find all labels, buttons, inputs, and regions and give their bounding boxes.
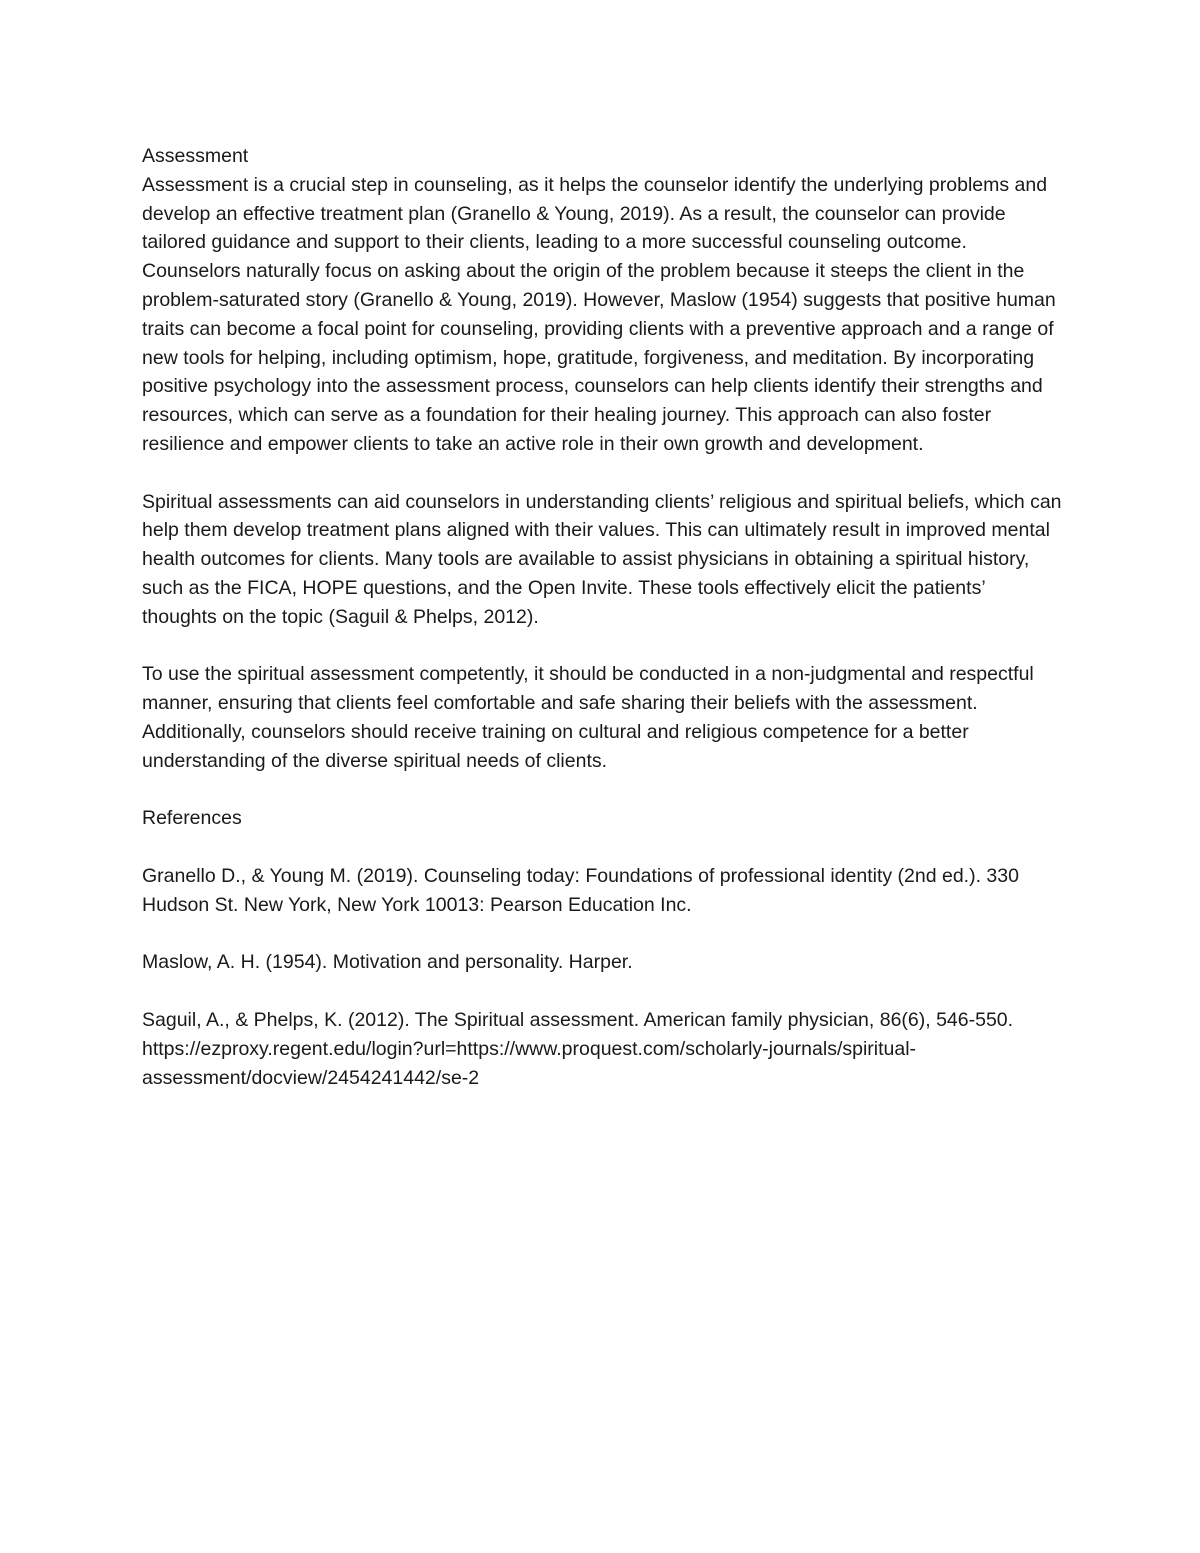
- reference-maslow: Maslow, A. H. (1954). Motivation and personality. Harper.: [142, 951, 633, 974]
- paragraph-competent-use: To use the spiritual assessment competently, it should be conducted in a non-judgmental and respectful manner, ensuring that clients feel comfortable and safe sharing their beliefs with the assessment. Additionally, counselors should receive training on cultural and religious competence for a better understanding of the diverse spiritual needs of clients.: [142, 663, 1034, 772]
- reference-granello-young: Granello D., & Young M. (2019). Counseling today: Foundations of professional identity (2nd ed.). 330 Hudson St. New York, New York 10013: Pearson Education Inc.: [142, 864, 1019, 916]
- reference-saguil-phelps: Saguil, A., & Phelps, K. (2012). The Spiritual assessment. American family physician, 86(6), 546-550. https://ezproxy.regent.edu/login?url=https://www.proquest.com/scholarly-journals/spiritual-assessment/docview/2454241442/se-2: [142, 1008, 1014, 1089]
- document-body: [142, 142, 1062, 1121]
- references-heading: References: [142, 807, 242, 830]
- paragraph-assessment-intro: Assessment is a crucial step in counseling, as it helps the counselor identify the underlying problems and develop an effective treatment plan (Granello & Young, 2019). As a result, the counselor can provide tailored guidance and support to their clients, leading to a more successful counseling outcome. Counselors naturally focus on asking about the origin of the problem because it steeps the client in the problem-saturated story (Granello & Young, 2019). However, Maslow (1954) suggests that positive human traits can become a focal point for counseling, providing clients with a preventive approach and a range of new tools for helping, including optimism, hope, gratitude, forgiveness, and meditation. By incorporating positive psychology into the assessment process, counselors can help clients identify their strengths and resources, which can serve as a foundation for their healing journey. This approach can also foster resilience and empower clients to take an active role in their own growth and development.: [142, 173, 1056, 455]
- document-title: Assessment: [142, 145, 249, 167]
- paragraph-spiritual-assessments: Spiritual assessments can aid counselors in understanding clients’ religious and spiritual beliefs, which can help them develop treatment plans aligned with their values. This can ultimately result in improved mental health outcomes for clients. Many tools are available to assist physicians in obtaining a spiritual history, such as the FICA, HOPE questions, and the Open Invite. These tools effectively elicit the patients’ thoughts on the topic (Saguil & Phelps, 2012).: [142, 490, 1062, 628]
